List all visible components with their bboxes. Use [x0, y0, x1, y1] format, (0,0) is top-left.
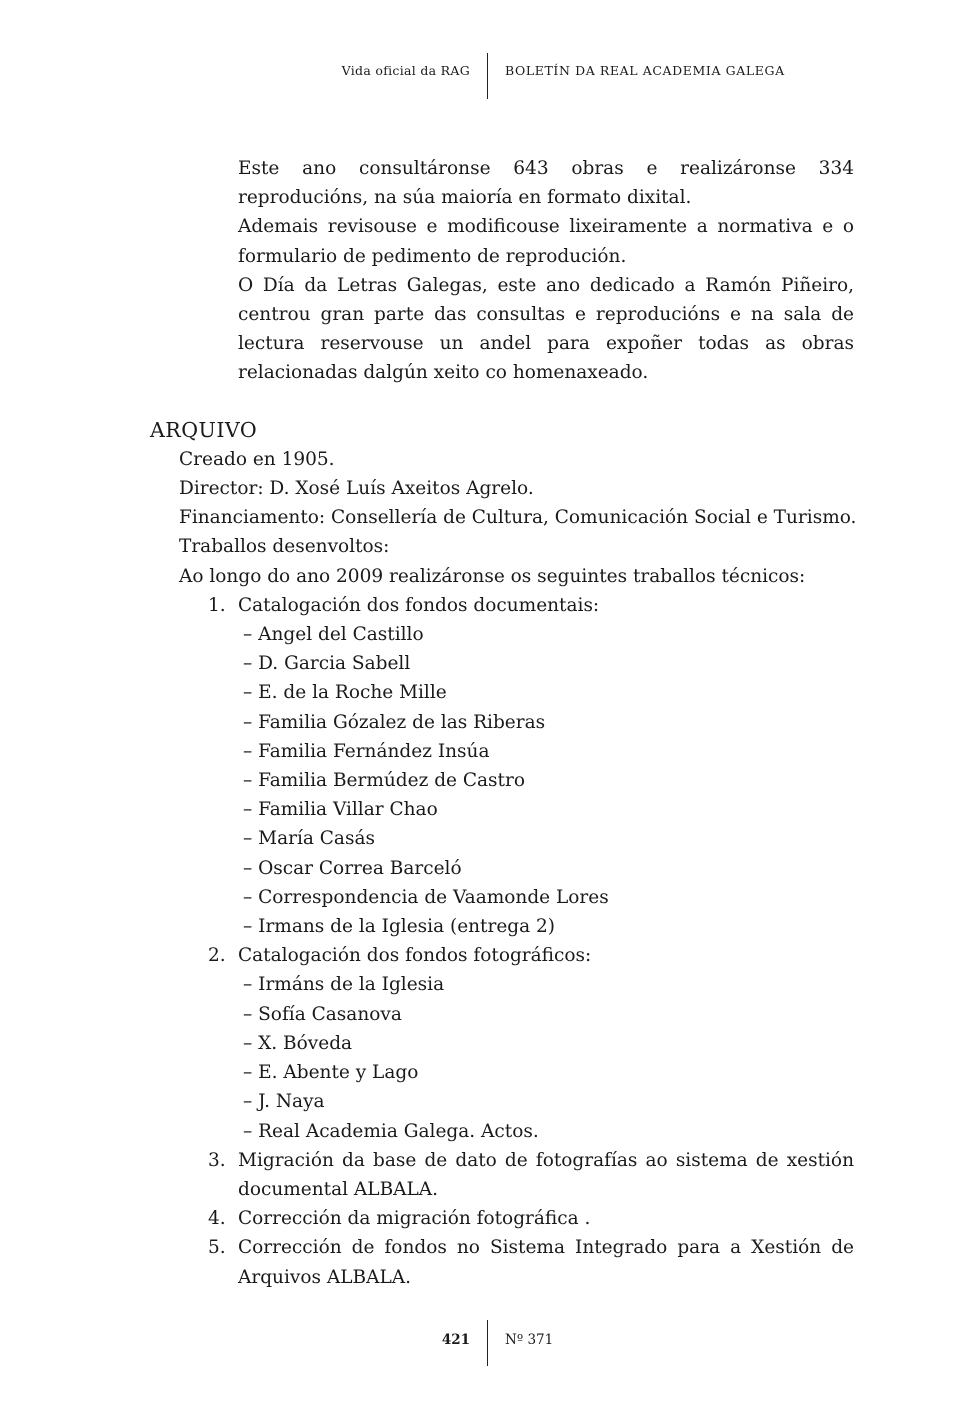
list-item: – X. Bóveda — [243, 1032, 353, 1054]
list-item: – Angel del Castillo — [243, 624, 424, 646]
intro-paragraph: Este ano consultáronse 643 obras e realizáronse 334 reproducións, na súa maioría en formato dixital. — [238, 158, 854, 209]
footer-divider — [487, 1320, 488, 1366]
section-heading: ARQUIVO — [150, 417, 258, 442]
list-item: – Irmáns de la Iglesia — [243, 974, 445, 996]
list-item: – María Casás — [243, 828, 375, 850]
page-body — [0, 154, 975, 1292]
list-item: – D. Garcia Sabell — [243, 653, 411, 675]
sub-list — [0, 970, 975, 1145]
list-item: – E. Abente y Lago — [243, 1062, 419, 1084]
item-text: Corrección da migración fotográfica . — [238, 1208, 591, 1230]
list-item: – Familia Villar Chao — [243, 799, 438, 821]
list-item: – E. de la Roche Mille — [243, 682, 447, 704]
item-text: Catalogación dos fondos fotográficos: — [238, 945, 592, 967]
numbered-item — [208, 1204, 854, 1233]
item-number: 1. — [208, 594, 226, 616]
numbered-item — [208, 941, 854, 970]
item-number: 2. — [208, 945, 226, 967]
list-item: – Familia Fernández Insúa — [243, 740, 490, 762]
intro-paragraphs — [238, 154, 854, 388]
running-header-journal: BOLETÍN DA REAL ACADEMIA GALEGA — [505, 63, 785, 78]
item-number: 5. — [208, 1237, 226, 1259]
intro-paragraph: Ademais revisouse e modificouse lixeiramente a normativa e o formulario de pedimento de reprodución. — [238, 216, 854, 267]
works-intro-line: Ao longo do ano 2009 realizáronse os seguintes traballos técnicos: — [179, 565, 806, 587]
page-number: 421 — [441, 1332, 470, 1348]
issue-number: Nº 371 — [505, 1332, 554, 1348]
numbered-item — [208, 1233, 854, 1291]
list-item: – Familia Bermúdez de Castro — [243, 770, 525, 792]
list-item: – Sofía Casanova — [243, 1003, 402, 1025]
funding-line: Financiamento: Consellería de Cultura, Comunicación Social e Turismo. — [179, 507, 857, 529]
list-item: – Oscar Correa Barceló — [243, 857, 462, 879]
header-divider — [487, 53, 488, 99]
item-text: Corrección de fondos no Sistema Integrado para a Xestión de Arquivos ALBALA. — [238, 1237, 854, 1288]
numbered-item — [208, 1146, 854, 1204]
item-text: Catalogación dos fondos documentais: — [238, 594, 600, 616]
item-number: 4. — [208, 1208, 226, 1230]
list-item: – Real Academia Galega. Actos. — [243, 1120, 539, 1142]
director-line: Director: D. Xosé Luís Axeitos Agrelo. — [179, 478, 534, 500]
intro-paragraph: O Día da Letras Galegas, este ano dedicado a Ramón Piñeiro, centrou gran parte das consultas e reproducións e na sala de lectura reservouse un andel para expoñer todas as obras relacionadas dalgún xeito co homenaxeado. — [238, 274, 854, 384]
list-item: – J. Naya — [243, 1091, 325, 1113]
works-line: Traballos desenvoltos: — [179, 536, 390, 558]
numbered-item — [208, 591, 854, 620]
item-text: Migración da base de dato de fotografías ao sistema de xestión documental ALBALA. — [238, 1149, 854, 1200]
list-item: – Correspondencia de Vaamonde Lores — [243, 886, 609, 908]
running-header-section: Vida oficial da RAG — [341, 63, 470, 78]
list-item: – Familia Gózalez de las Riberas — [243, 711, 546, 733]
item-number: 3. — [208, 1149, 226, 1171]
numbered-list — [0, 591, 975, 1292]
created-line: Creado en 1905. — [179, 448, 335, 470]
list-item: – Irmans de la Iglesia (entrega 2) — [243, 916, 556, 938]
sub-list — [0, 620, 975, 941]
